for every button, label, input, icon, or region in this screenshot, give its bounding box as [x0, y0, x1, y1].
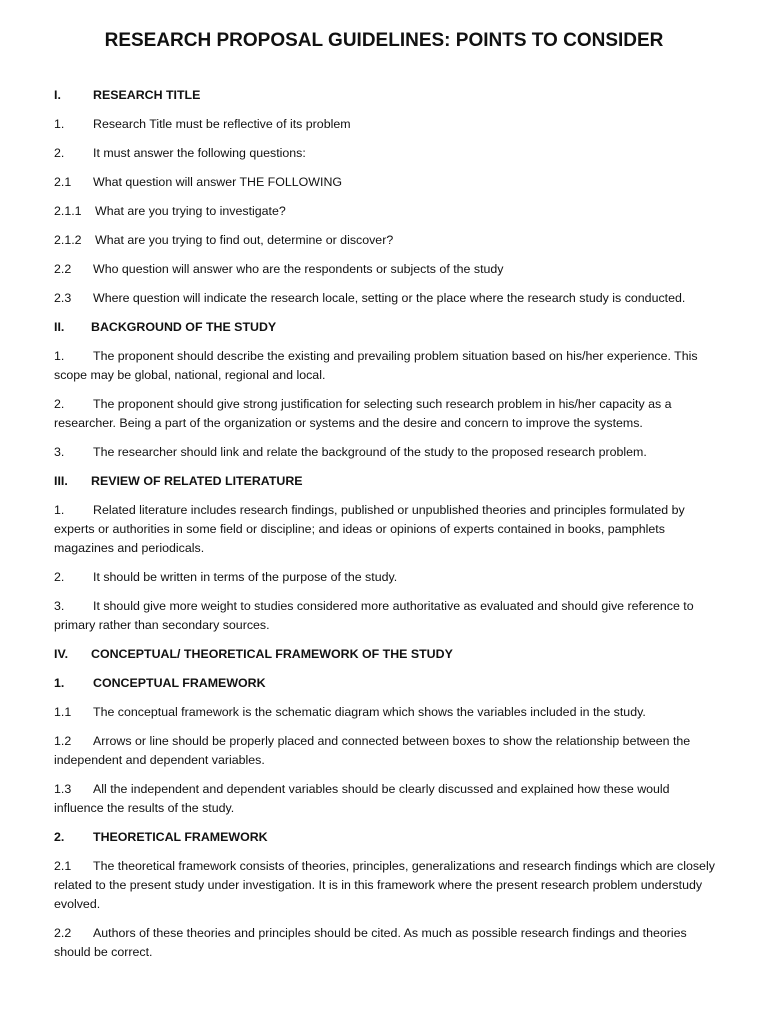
- section-title: RESEARCH TITLE: [93, 88, 201, 102]
- item-text: What are you trying to find out, determine or discover?: [95, 233, 394, 247]
- list-item: [54, 568, 718, 587]
- item-number: 1.: [54, 117, 65, 131]
- item-text: The theoretical framework consists of theories, principles, generalizations and research findings which are closely related to the present study under investigation. It is in this framework where the present research problem understudy evolved.: [54, 859, 715, 911]
- item-number: 1.2: [54, 734, 72, 748]
- subsection-title: THEORETICAL FRAMEWORK: [93, 830, 268, 844]
- list-item: [54, 443, 718, 462]
- item-text: The proponent should give strong justification for selecting such research problem in his/her capacity as a researcher. Being a part of the organization or systems and the desire and concern to improve the systems.: [54, 397, 672, 430]
- subsection-heading-conceptual: [54, 674, 718, 693]
- item-text: The conceptual framework is the schematic diagram which shows the variables included in the study.: [93, 705, 646, 719]
- item-number: 2.: [54, 397, 65, 411]
- section-heading-framework: [54, 645, 718, 664]
- list-item: [54, 780, 718, 818]
- list-item: [54, 597, 718, 635]
- list-item: [54, 501, 718, 558]
- section-heading-research-title: [54, 86, 718, 105]
- list-item: [54, 857, 718, 914]
- subsection-number: 1.: [54, 676, 65, 690]
- item-number: 2.1: [54, 859, 72, 873]
- list-item: [54, 289, 718, 308]
- list-item: [54, 144, 718, 163]
- subsection-heading-theoretical: [54, 828, 718, 847]
- item-text: It should be written in terms of the purpose of the study.: [93, 570, 398, 584]
- item-number: 2.3: [54, 291, 72, 305]
- item-text: What question will answer THE FOLLOWING: [93, 175, 343, 189]
- item-text: Related literature includes research findings, published or unpublished theories and principles formulated by experts or authorities in some field or discipline; and ideas or opinions of experts contained in books, pamphlets magazines and periodicals.: [54, 503, 685, 555]
- section-heading-literature: [54, 472, 718, 491]
- list-item: [54, 924, 718, 962]
- item-text: Authors of these theories and principles should be cited. As much as possible research findings and theories should be correct.: [54, 926, 687, 959]
- section-number: IV.: [54, 647, 69, 661]
- item-number: 2.2: [54, 926, 72, 940]
- item-number: 2.1.1: [54, 204, 82, 218]
- item-text: It must answer the following questions:: [93, 146, 306, 160]
- section-title: REVIEW OF RELATED LITERATURE: [91, 474, 303, 488]
- list-item: [54, 231, 718, 250]
- item-number: 2.2: [54, 262, 72, 276]
- document-title: RESEARCH PROPOSAL GUIDELINES: POINTS TO CONSIDER: [104, 30, 664, 51]
- item-number: 1.: [54, 349, 65, 363]
- subsection-number: 2.: [54, 830, 65, 844]
- document-body: [54, 86, 718, 972]
- item-number: 2.1: [54, 175, 72, 189]
- item-text: The researcher should link and relate the background of the study to the proposed research problem.: [93, 445, 647, 459]
- list-item: [54, 703, 718, 722]
- item-number: 1.3: [54, 782, 72, 796]
- list-item: [54, 732, 718, 770]
- item-text: What are you trying to investigate?: [95, 204, 286, 218]
- item-number: 2.1.2: [54, 233, 82, 247]
- item-number: 3.: [54, 599, 65, 613]
- item-number: 3.: [54, 445, 65, 459]
- item-text: Where question will indicate the research locale, setting or the place where the research study is conducted.: [93, 291, 686, 305]
- item-text: The proponent should describe the existing and prevailing problem situation based on his/her experience. This scope may be global, national, regional and local.: [54, 349, 698, 382]
- item-number: 2.: [54, 570, 65, 584]
- list-item: [54, 260, 718, 279]
- item-number: 2.: [54, 146, 65, 160]
- section-number: I.: [54, 88, 61, 102]
- section-title: CONCEPTUAL/ THEORETICAL FRAMEWORK OF THE STUDY: [91, 647, 453, 661]
- item-number: 1.: [54, 503, 65, 517]
- list-item: [54, 395, 718, 433]
- item-text: Who question will answer who are the respondents or subjects of the study: [93, 262, 504, 276]
- section-number: II.: [54, 320, 65, 334]
- list-item: [54, 173, 718, 192]
- item-number: 1.1: [54, 705, 72, 719]
- section-number: III.: [54, 474, 68, 488]
- item-text: Arrows or line should be properly placed and connected between boxes to show the relationship between the independent and dependent variables.: [54, 734, 691, 767]
- list-item: [54, 347, 718, 385]
- item-text: Research Title must be reflective of its problem: [93, 117, 351, 131]
- item-text: It should give more weight to studies considered more authoritative as evaluated and should give reference to primary rather than secondary sources.: [54, 599, 694, 632]
- list-item: [54, 202, 718, 221]
- list-item: [54, 115, 718, 134]
- section-title: BACKGROUND OF THE STUDY: [91, 320, 277, 334]
- subsection-title: CONCEPTUAL FRAMEWORK: [93, 676, 266, 690]
- item-text: All the independent and dependent variables should be clearly discussed and explained how these would influence the results of the study.: [54, 782, 670, 815]
- section-heading-background: [54, 318, 718, 337]
